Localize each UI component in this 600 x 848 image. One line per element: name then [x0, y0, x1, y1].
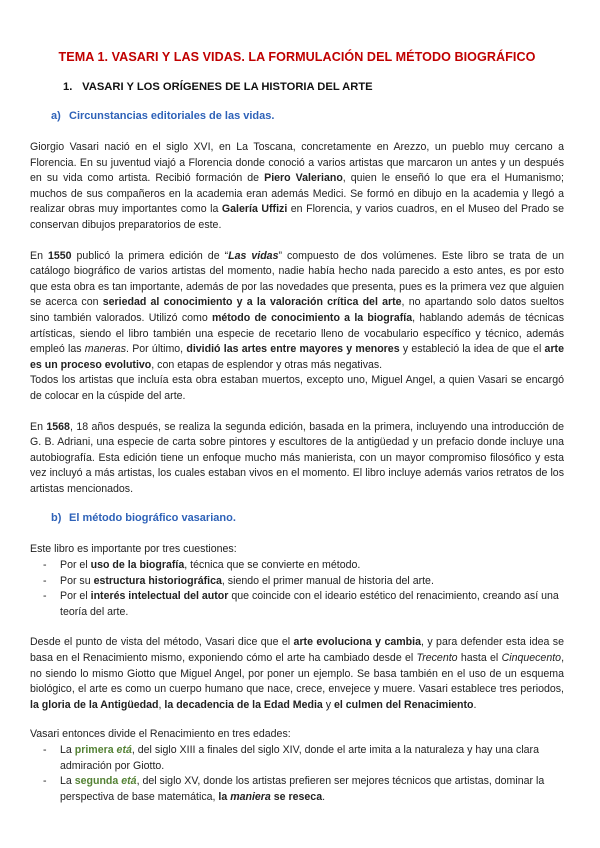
text-run: . [473, 698, 477, 711]
text-run: Por su [60, 574, 94, 587]
subsection-heading-a [51, 110, 564, 122]
section-heading-text: VASARI Y LOS ORÍGENES DE LA HISTORIA DEL ARTE [82, 81, 373, 93]
italic-run: Cinquecento [501, 652, 562, 665]
subsection-letter-b: b) [51, 512, 62, 525]
text-run: La [60, 744, 75, 756]
bold-italic-run: maniera [230, 790, 271, 803]
list-item [30, 558, 564, 574]
bold-run: interés intelectual del autor [90, 590, 229, 603]
bold-run: uso de la biografía [90, 559, 185, 572]
text-run: La [60, 775, 75, 788]
bold-run: estructura historiográfica [93, 574, 222, 587]
bold-run: seriedad al conocimiento y a la valoración crítica del arte [102, 296, 402, 309]
ages-list [30, 743, 564, 805]
text-run: , del siglo XV, donde los artistas prefieren ser mejores técnicos que artistas, dominar la perspectiva de base matemática, [60, 775, 545, 803]
text-run: en Florencia, y varios cuadros, en el Museo del Prado se conservan dibujos preparatorios de este. [30, 203, 564, 231]
text-run: hasta el [457, 652, 502, 665]
bold-run: arte evoluciona y cambia [293, 636, 421, 649]
text-run: y estableció la idea de que el [399, 343, 545, 356]
bold-run: se reseca [270, 790, 323, 803]
text-run: Por el [60, 590, 91, 603]
text-run: Desde el punto de vista del método, Vasari dice que el [30, 636, 294, 649]
document-title: TEMA 1. VASARI Y LAS VIDAS. LA FORMULACIÓN DEL MÉTODO BIOGRÁFICO [58, 50, 536, 64]
paragraph-second-edition [30, 420, 564, 498]
paragraph-first-edition [30, 249, 564, 374]
text-run: , no apartando solo datos sueltos sino también valorados. Utilizó como [30, 296, 564, 324]
text-run: , hablando además de técnicas artísticas, siendo el libro también una especie de recetario lleno de vocabulario específico y técnico, además empleó las [30, 311, 564, 356]
text-run: , no siendo lo mismo Giotto que Miguel Angel, por poner un ejemplo. Se basa también en el uso de un esquema biológico, el arte es como un cuerpo humano que nace, crece, envejece y muere. Vasari establece tres periodos, [30, 652, 565, 696]
italic-run: Trecento [416, 652, 458, 665]
bold-run: 1568 [46, 420, 70, 433]
section-number: 1. [63, 81, 73, 93]
bold-italic-run: Las vidas [228, 249, 279, 262]
text-run: En [30, 420, 47, 433]
text-run: que coincide con el ideario estético del renacimiento, creando así una teoría del arte. [60, 590, 559, 618]
list-item [30, 574, 564, 590]
bold-run: dividió las artes entre mayores y menores [186, 343, 400, 356]
paragraph-biography [30, 140, 564, 234]
highlight-italic-run: etá [121, 775, 137, 788]
text-run: , con etapas de esplendor y otras más negativas. [151, 358, 383, 371]
subsection-heading-a-text: Circunstancias editoriales de las vidas. [69, 110, 275, 122]
text-run: , quien le enseñó lo que era el Humanismo; muchos de sus compañeros en la academia eran además Medici. Se formó en dibujo en la academia y llegó a realizar obras muy importantes como la [30, 172, 564, 216]
bold-run: Piero Valeriano [264, 172, 343, 185]
bold-run: arte es un proceso evolutivo [30, 343, 564, 371]
text-run: , del siglo XIII a finales del siglo XIV, donde el arte imita a la naturaleza y hay una clara admiración por Giotto. [60, 744, 539, 772]
text-run: Por el [60, 559, 91, 572]
text-run: , y para defender esta idea se basa en el Renacimiento mismo, exponiendo cómo el arte ha cambiado desde el [30, 636, 564, 665]
text-run: . Por último, [126, 343, 187, 356]
text-run: En [30, 249, 48, 262]
highlight-run: primera [74, 744, 117, 756]
bold-run: Galería Uffizi [221, 203, 288, 216]
list-item [30, 774, 564, 805]
paragraph-intro-list: Este libro es importante por tres cuestiones: [30, 543, 237, 556]
list-item [30, 743, 564, 774]
subsection-letter-a: a) [51, 110, 61, 122]
text-run: . [322, 790, 326, 803]
section-heading [63, 81, 564, 93]
text-run: y [322, 698, 334, 711]
text-run: , [158, 698, 165, 711]
paragraph-ages-intro: Vasari entonces divide el Renacimiento en tres edades: [30, 728, 291, 741]
text-run: , 18 años después, se realiza la segunda edición, basada en la primera, incluyendo una introducción de G. B. Adriani, una especie de carta sobre pintores y escultores de la antigüedad y un prefacio donde incluye una autobiografía. Esta edición tiene un enfoque mucho más manierista, con un mayor compromiso filosófico y esta vez incluyó a más artistas, los cuales estaban vivos en el momento. El libro incluye además varios retratos de los artistas mencionados. [30, 420, 564, 495]
paragraph-artists: Todos los artistas que incluía esta obra estaban muertos, excepto uno, Miguel Angel, a quien Vasari se encargó de colocar en la cúspide del arte. [30, 374, 564, 402]
bold-run: 1550 [47, 249, 72, 262]
text-run: , siendo el primer manual de historia del arte. [221, 574, 434, 587]
text-run: ” compuesto de dos volúmenes. Este libro se trata de un catálogo biográfico de varios artistas del momento, nadie había hecho nada parecido a esto antes, es por esto que esta obra es tan importante, además de por las novedades que presenta, pues es la primera vez que alguien se acerca con [30, 249, 564, 309]
text-run: Giorgio Vasari nació en el siglo XVI, en La Toscana, concretamente en Arezzo, un pueblo muy cercano a Florencia. En su juventud viajó a Florencia donde conoció a varios artistas que marcaron un antes y un después en su vida como artista. Recibió formación de [30, 141, 564, 185]
bold-run: la [218, 790, 231, 803]
bold-run: la decadencia de la Edad Media [164, 698, 323, 711]
subsection-heading-b [51, 512, 564, 524]
text-run: , técnica que se convierte en método. [184, 559, 361, 572]
bold-run: la gloria de la Antigüedad [30, 698, 159, 711]
italic-run: maneras [84, 343, 126, 356]
highlight-run: segunda [74, 775, 122, 788]
paragraph-method [30, 635, 564, 713]
importance-list [30, 558, 564, 620]
list-item [30, 589, 564, 620]
bold-run: método de conocimiento a la biografía [211, 311, 413, 324]
subsection-heading-b-text: El método biográfico vasariano. [69, 512, 236, 525]
text-run: publicó la primera edición de “ [71, 249, 229, 262]
highlight-italic-run: etá [116, 744, 132, 756]
bold-run: el culmen del Renacimiento [334, 698, 474, 711]
